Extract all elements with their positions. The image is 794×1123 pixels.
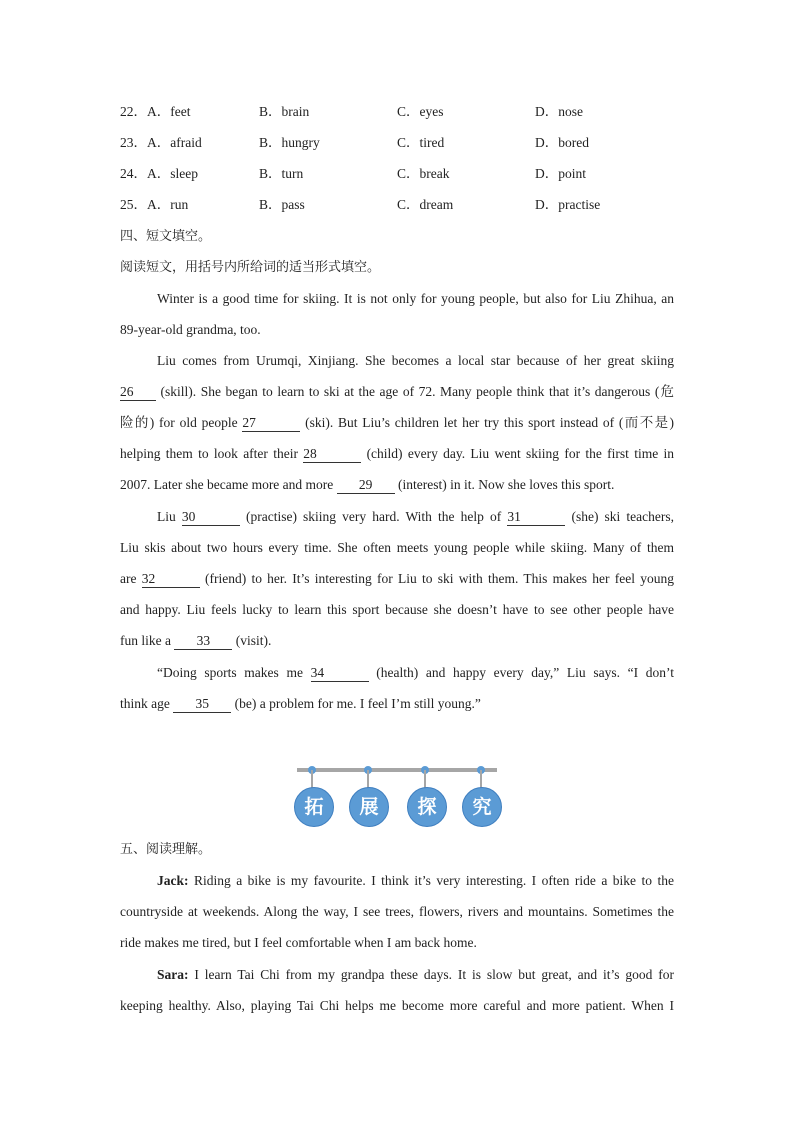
choice-c: C．tired — [397, 135, 445, 150]
banner-bar — [297, 768, 497, 772]
choice-c: C．eyes — [397, 104, 444, 119]
banner-char: 探 — [407, 787, 447, 827]
passage-text: think age — [120, 696, 174, 711]
passage-line — [157, 507, 674, 527]
choice-c: C．break — [397, 166, 450, 181]
reading-text: Riding a bike is my favourite. I think it’s very interesting. I often ride a bike to the — [188, 873, 674, 888]
speaker-name: Jack: — [157, 873, 189, 888]
banner-tick — [311, 770, 313, 788]
passage-text: (health) and happy every day,” Liu says. “I don’t — [368, 665, 674, 680]
reading-line — [157, 871, 674, 891]
passage-text: 2007. Later she became more and more — [120, 477, 337, 492]
blank-30[interactable]: 30 — [182, 508, 240, 526]
passage-line — [120, 444, 674, 464]
section-5-heading: 五、阅读理解。 — [120, 842, 212, 857]
passage-text: (child) every day. Liu went skiing for the first time in — [361, 446, 674, 461]
choice-a: 24．A．sleep — [120, 166, 198, 181]
passage-line: and happy. Liu feels lucky to learn this sport because she doesn’t have to see other people have — [120, 602, 674, 617]
passage-text: 险的) for old people — [120, 415, 243, 430]
choice-a: 23．A．afraid — [120, 135, 202, 150]
passage-line: Liu skis about two hours every time. She often meets young people while skiing. Many of them — [120, 540, 674, 555]
blank-34[interactable]: 34 — [311, 664, 369, 682]
passage-line: 89-year-old grandma, too. — [120, 322, 261, 337]
passage-line — [120, 475, 674, 495]
choice-b: B．hungry — [259, 135, 320, 150]
passage-text: (friend) to her. It’s interesting for Liu to ski with them. This makes her feel young — [199, 571, 675, 586]
section-4-heading: 四、短文填空。 — [120, 229, 212, 244]
reading-line — [157, 965, 674, 985]
choice-d: D．nose — [535, 104, 583, 119]
passage-line: Liu comes from Urumqi, Xinjiang. She becomes a local star because of her great skiing — [157, 353, 674, 368]
blank-28[interactable]: 28 — [303, 445, 361, 463]
blank-32[interactable]: 32 — [142, 570, 200, 588]
passage-line — [120, 631, 674, 651]
choice-b: B．pass — [259, 197, 305, 212]
blank-31[interactable]: 31 — [507, 508, 565, 526]
section-4-instruction: 阅读短文，用括号内所给词的适当形式填空。 — [120, 260, 381, 275]
passage-text: Liu — [157, 509, 182, 524]
passage-line — [120, 694, 674, 714]
passage-text: (ski). But Liu’s children let her try this sport instead of (而不是) — [300, 415, 674, 430]
passage-text: (interest) in it. Now she loves this sport. — [394, 477, 615, 492]
blank-29[interactable]: 29 — [337, 476, 395, 494]
banner-tick — [367, 770, 369, 788]
choice-d: D．bored — [535, 135, 589, 150]
blank-27[interactable]: 27 — [242, 414, 300, 432]
banner-char: 展 — [349, 787, 389, 827]
blank-33[interactable]: 33 — [174, 632, 232, 650]
extension-banner — [294, 762, 504, 826]
blank-35[interactable]: 35 — [173, 695, 231, 713]
speaker-name: Sara: — [157, 967, 189, 982]
passage-text: helping them to look after their — [120, 446, 304, 461]
choice-d: D．point — [535, 166, 587, 181]
passage-line — [120, 569, 674, 589]
reading-line: countryside at weekends. Along the way, I see trees, flowers, rivers and mountains. Sometimes the — [120, 904, 674, 919]
passage-text: (she) ski teachers, — [565, 509, 674, 524]
banner-tick — [480, 770, 482, 788]
passage-text: (visit). — [232, 633, 272, 648]
passage-text: (practise) skiing very hard. With the help of — [239, 509, 508, 524]
passage-text: (be) a problem for me. I feel I’m still young.” — [231, 696, 481, 711]
choice-a: 25．A．run — [120, 197, 189, 212]
choice-a: 22．A．feet — [120, 104, 191, 119]
passage-text: are — [120, 571, 142, 586]
choice-b: B．brain — [259, 104, 310, 119]
reading-text: I learn Tai Chi from my grandpa these days. It is slow but great, and it’s good for — [188, 967, 674, 982]
passage-text: “Doing sports makes me — [157, 665, 311, 680]
choice-c: C．dream — [397, 197, 454, 212]
passage-text: fun like a — [120, 633, 175, 648]
passage-line — [120, 382, 674, 402]
passage-line — [157, 663, 674, 683]
reading-line: keeping healthy. Also, playing Tai Chi helps me become more careful and more patient. When I — [120, 998, 674, 1013]
passage-line: Winter is a good time for skiing. It is not only for young people, but also for Liu Zhihua, an — [157, 291, 674, 306]
blank-26[interactable]: 26 — [120, 383, 156, 401]
banner-char: 究 — [462, 787, 502, 827]
choice-b: B．turn — [259, 166, 304, 181]
choice-d: D．practise — [535, 197, 601, 212]
banner-tick — [424, 770, 426, 788]
passage-line — [120, 413, 674, 433]
reading-line: ride makes me tired, but I feel comfortable when I am back home. — [120, 935, 477, 950]
passage-text: (skill). She began to learn to ski at the age of 72. Many people think that it’s dangerous (危 — [156, 384, 674, 399]
banner-char: 拓 — [294, 787, 334, 827]
